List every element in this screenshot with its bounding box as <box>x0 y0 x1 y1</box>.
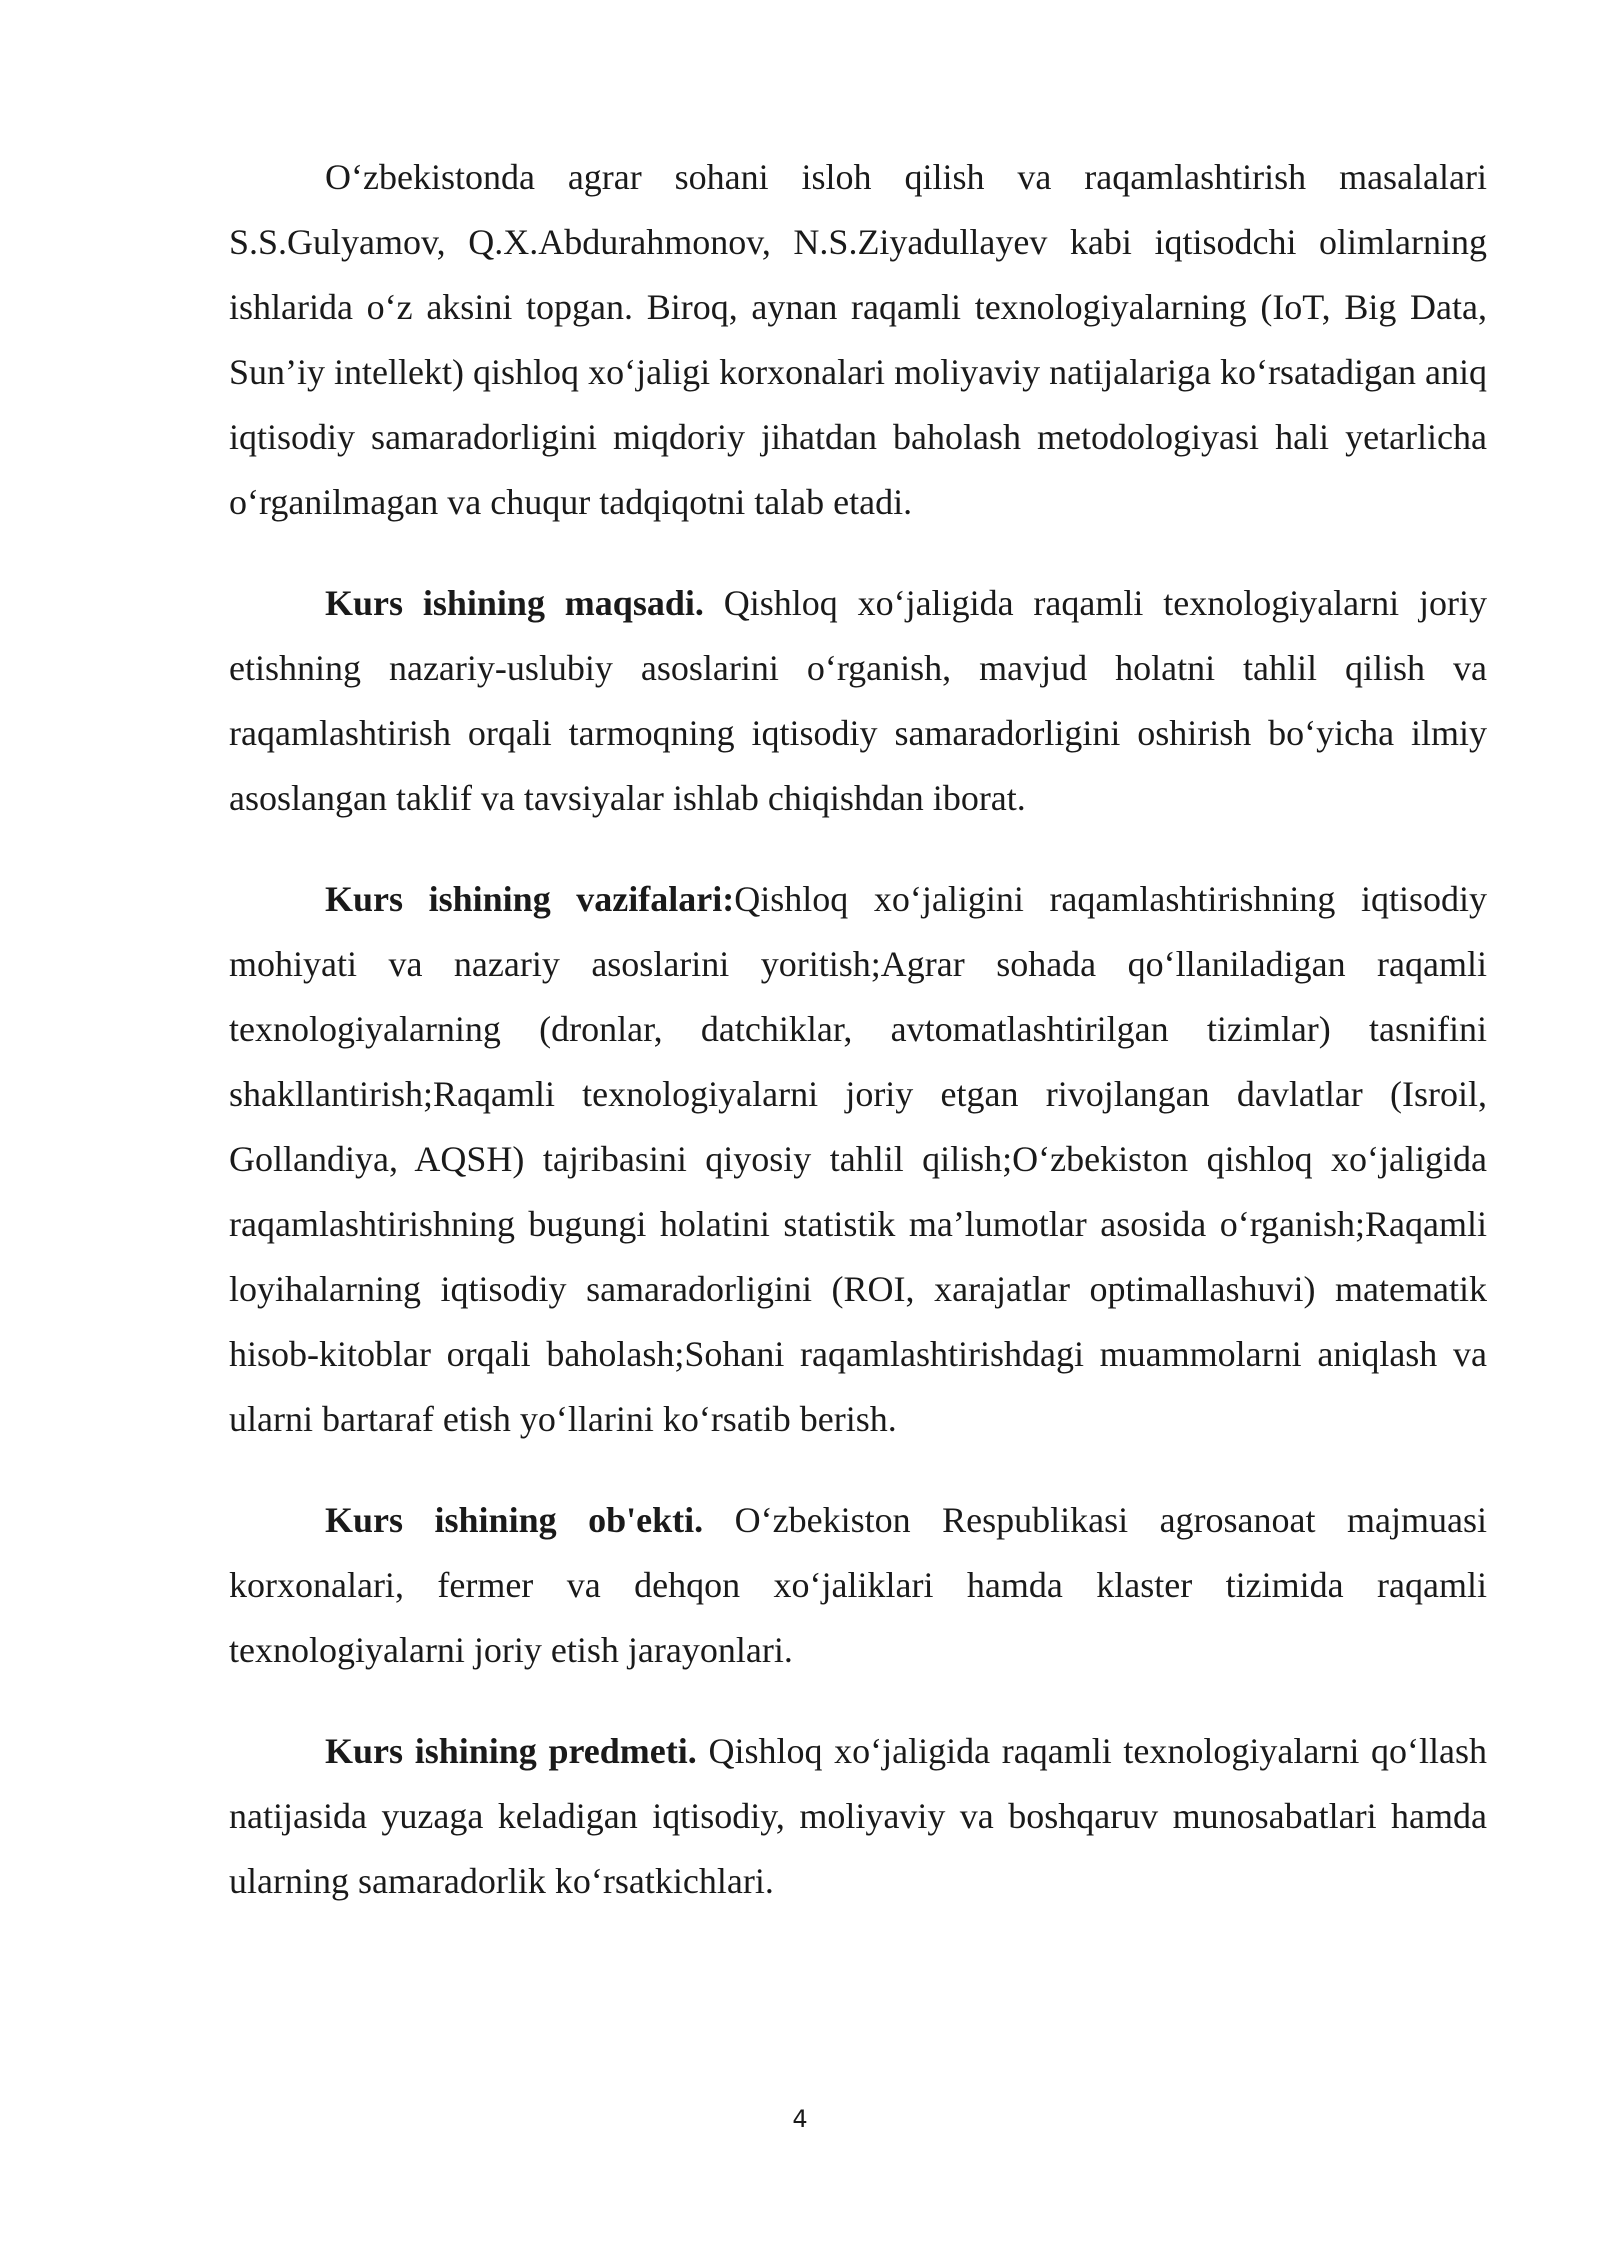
paragraph-object <box>229 1488 1487 1683</box>
paragraph-text: Qishloq xo‘jaligida raqamli texnologiyalarni joriy etishning nazariy-uslubiy asoslarini o‘rganish, mavjud holatni tahlil qilish va raqamlashtirish orqali tarmoqning iqtisodiy samaradorligini oshirish bo‘yicha ilmiy asoslangan taklif va tavsiyalar ishlab chiqishdan iborat. <box>229 583 1487 818</box>
page-number: 4 <box>792 2105 808 2133</box>
paragraph-subject <box>229 1719 1487 1914</box>
paragraph-heading: Kurs ishining maqsadi. <box>325 583 704 623</box>
paragraph-literature-review <box>229 145 1487 535</box>
paragraph-text: Qishloq xo‘jaligini raqamlashtirishning iqtisodiy mohiyati va nazariy asoslarini yoritish;Agrar sohada qo‘llaniladigan raqamli texnologiyalarning (dronlar, datchiklar, avtomatlashtirilgan tizimlar) tasnifini shakllantirish;Raqamli texnologiyalarni joriy etgan rivojlangan davlatlar (Isroil, Gollandiya, AQSH) tajribasini qiyosiy tahlil qilish;O‘zbekiston qishloq xo‘jaligida raqamlashtirishning bugungi holatini statistik ma’lumotlar asosida o‘rganish;Raqamli loyihalarning iqtisodiy samaradorligini (ROI, xarajatlar optimallashuvi) matematik hisob-kitoblar orqali baholash;Sohani raqamlashtirishdagi muammolarni aniqlash va ularni bartaraf etish yo‘llarini ko‘rsatib berish. <box>229 879 1488 1439</box>
paragraph-tasks <box>229 867 1487 1452</box>
paragraph-heading: Kurs ishining predmeti. <box>325 1731 697 1771</box>
paragraph-text: O‘zbekistonda agrar sohani isloh qilish va raqamlashtirish masalalari S.S.Gulyamov, Q.X.Abdurahmonov, N.S.Ziyadullayev kabi iqtisodchi olimlarning ishlarida o‘z aksini topgan. Biroq, aynan raqamli texnologiyalarning (IoT, Big Data, Sun’iy intellekt) qishloq xo‘jaligi korxonalari moliyaviy natijalariga ko‘rsatadigan aniq iqtisodiy samaradorligini miqdoriy jihatdan baholash metodologiyasi hali yetarlicha o‘rganilmagan va chuqur tadqiqotni talab etadi. <box>229 157 1487 522</box>
paragraph-text: O‘zbekiston Respublikasi agrosanoat majmuasi korxonalari, fermer va dehqon xo‘jaliklari hamda klaster tizimida raqamli texnologiyalarni joriy etish jarayonlari. <box>229 1500 1487 1670</box>
paragraph-text: Qishloq xo‘jaligida raqamli texnologiyalarni qo‘llash natijasida yuzaga keladigan iqtisodiy, moliyaviy va boshqaruv munosabatlari hamda ularning samaradorlik ko‘rsatkichlari. <box>229 1731 1487 1901</box>
page-body <box>229 145 1487 1914</box>
paragraph-goal <box>229 571 1487 831</box>
paragraph-heading: Kurs ishining ob'ekti. <box>325 1500 704 1540</box>
paragraph-heading: Kurs ishining vazifalari: <box>325 879 735 919</box>
